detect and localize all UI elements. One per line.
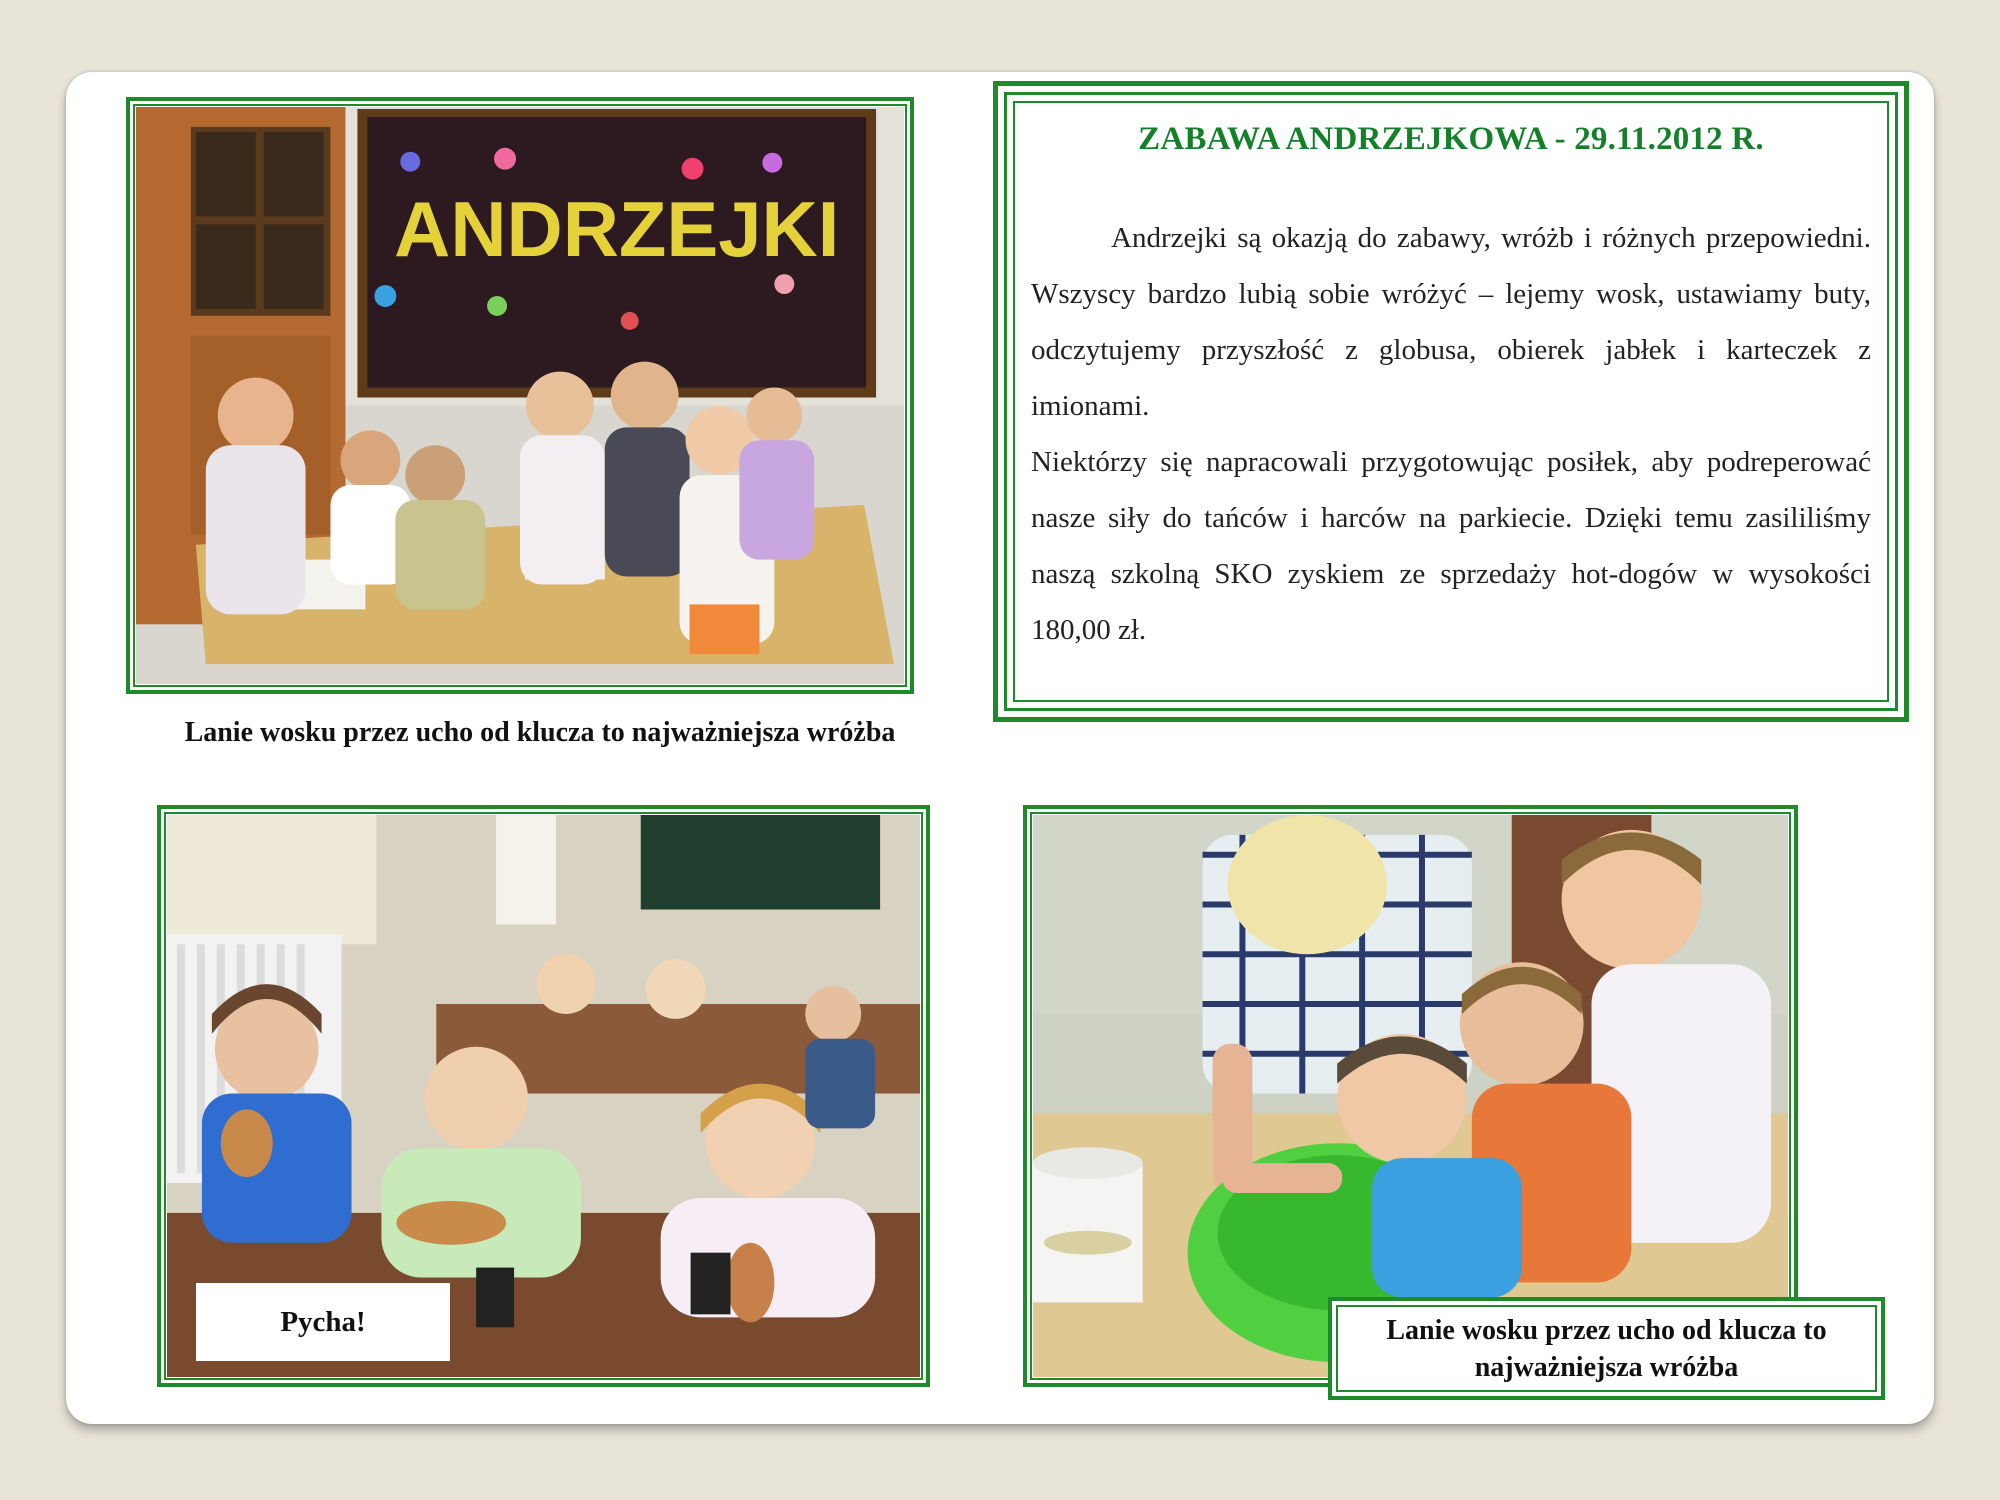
article-content xyxy=(1013,101,1889,702)
label-pycha: Pycha! xyxy=(196,1283,450,1361)
article-title: ZABAWA ANDRZEJKOWA - 29.11.2012 R. xyxy=(1138,121,1764,157)
caption-box-wax xyxy=(1328,1297,1885,1400)
article-frame xyxy=(1004,92,1898,711)
board-text: ANDRZEJKI xyxy=(394,187,840,274)
article-paragraph-1: Andrzejki są okazją do zabawy, wróżb i różnych przepowiedni. Wszyscy bardzo lubią sobie wróżyć – lejemy wosk, ustawiamy buty, odczytujemy przyszłość z globusa, obierek jabłek i karteczek z imionami. xyxy=(1031,222,1871,422)
photo-andrzejki-image xyxy=(136,107,904,684)
caption-wax-pouring: Lanie wosku przez ucho od klucza to najważniejsza wróżba xyxy=(184,717,896,748)
photo-andrzejki-drawing xyxy=(136,107,904,684)
photo-andrzejki-board xyxy=(126,97,914,694)
photo-wax-image xyxy=(1033,815,1788,1377)
caption-wax-text: Lanie wosku przez ucho od klucza to najważniejsza wróżba xyxy=(1336,1305,1877,1392)
article-paragraph-2: Niektórzy się napracowali przygotowując posiłek, aby podreperować nasze siły do tańców i harców na parkiecie. Dzięki temu zasililiśmy naszą szkolną SKO zyskiem ze sprzedaży hot-dogów w wysokości 180,00 zł. xyxy=(1031,446,1871,646)
article-body xyxy=(1031,210,1871,658)
photo-wax-drawing xyxy=(1033,815,1788,1377)
article-box xyxy=(993,81,1909,722)
